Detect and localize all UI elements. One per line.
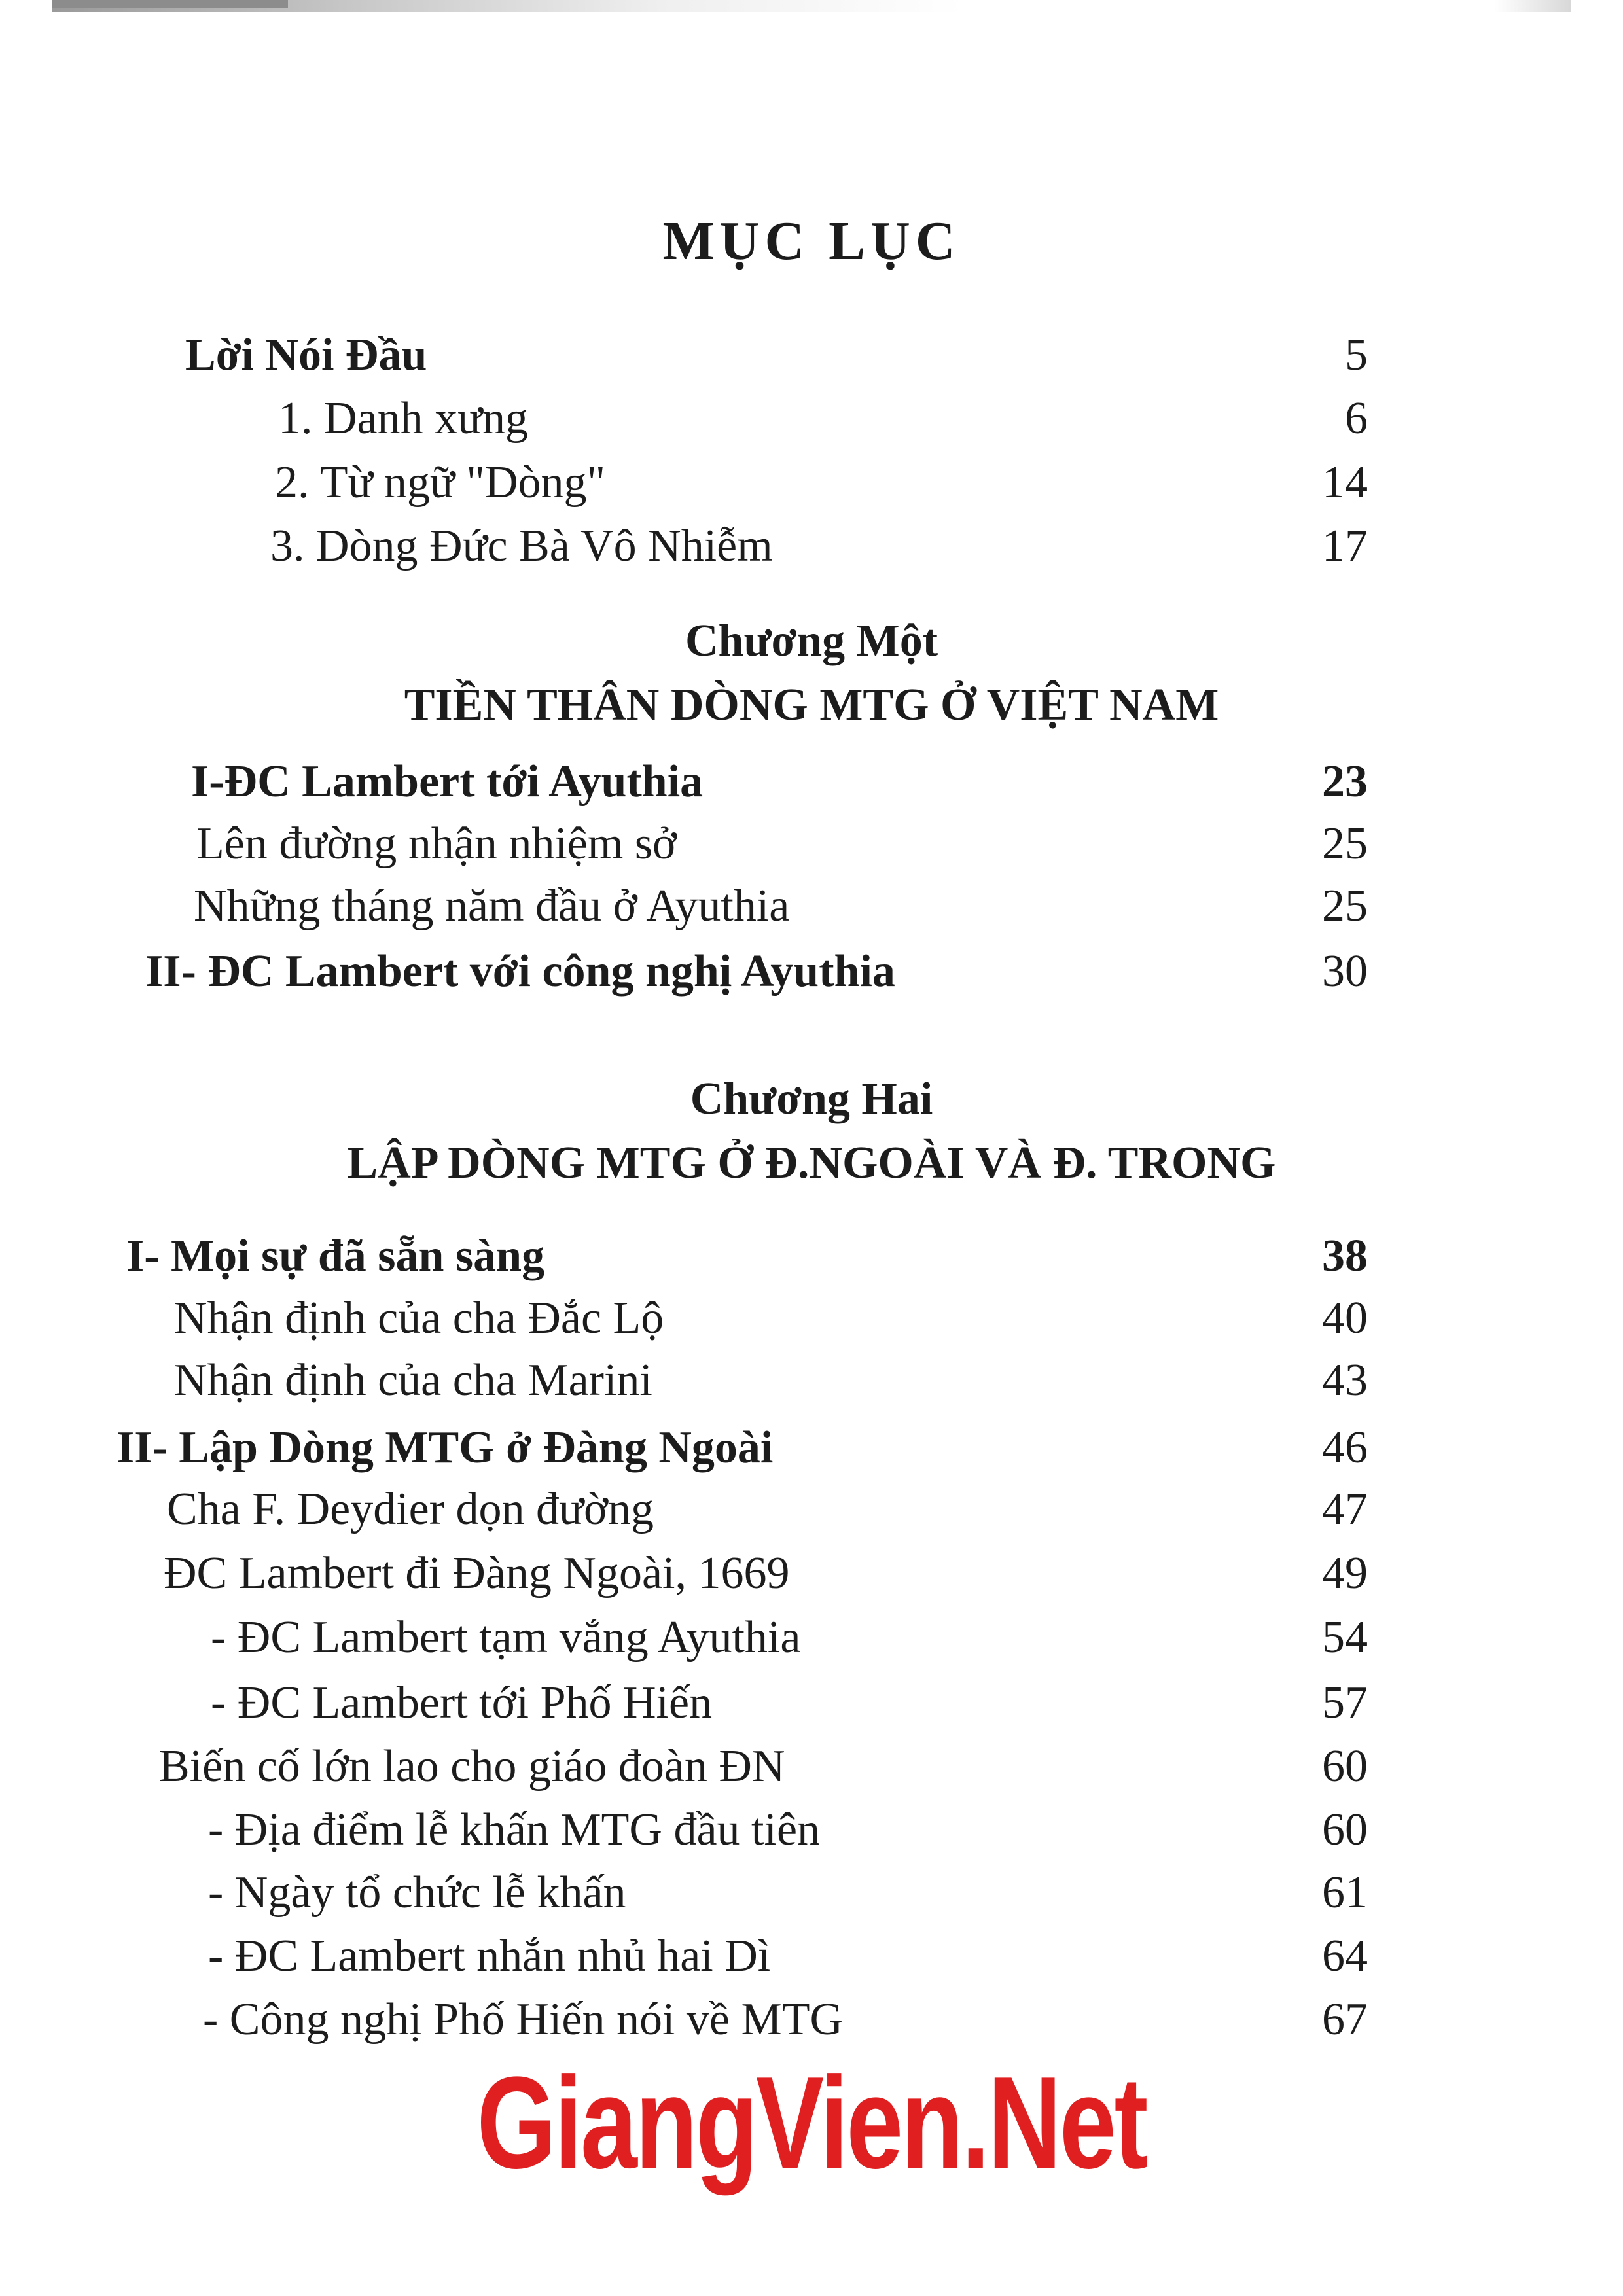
toc-entry-label: 2. Từ ngữ "Dòng" xyxy=(275,457,606,508)
toc-page-number: 23 xyxy=(1322,756,1368,807)
toc-entry-label: ĐC Lambert đi Đàng Ngoài, 1669 xyxy=(164,1548,790,1598)
toc-entry[interactable] xyxy=(208,1801,820,1860)
chapter-title: LẬP DÒNG MTG Ở Đ.NGOÀI VÀ Đ. TRONG xyxy=(347,1138,1276,1188)
toc-page-number: 64 xyxy=(1322,1931,1368,1981)
toc-entry-label: I-ĐC Lambert tới Ayuthia xyxy=(191,756,704,807)
toc-entry[interactable] xyxy=(270,517,773,576)
toc-page-number: 67 xyxy=(1322,1994,1368,2045)
toc-page-number: 6 xyxy=(1345,393,1368,444)
toc-entry-label: - ĐC Lambert tới Phố Hiến xyxy=(211,1678,713,1728)
toc-page-number: 49 xyxy=(1322,1548,1368,1598)
chapter-title: TIỀN THÂN DÒNG MTG Ở VIỆT NAM xyxy=(404,680,1219,730)
toc-entry[interactable] xyxy=(208,1863,626,1922)
toc-entry-label: - Ngày tổ chức lễ khấn xyxy=(208,1867,626,1918)
toc-entry-section[interactable] xyxy=(116,1419,773,1477)
toc-entry-label: - ĐC Lambert tạm vắng Ayuthia xyxy=(211,1612,801,1663)
toc-entry-label: Biến cố lớn lao cho giáo đoàn ĐN xyxy=(159,1741,785,1792)
toc-entry-label: 1. Danh xưng xyxy=(278,393,529,444)
toc-entry[interactable] xyxy=(194,877,789,936)
toc-entry-section[interactable] xyxy=(126,1227,544,1286)
toc-page-number: 38 xyxy=(1322,1231,1368,1281)
toc-entry-label: Nhận định của cha Đắc Lộ xyxy=(174,1293,664,1343)
toc-entry[interactable] xyxy=(164,1544,789,1603)
toc-entry-label: I- Mọi sự đã sẵn sàng xyxy=(126,1231,545,1281)
toc-entry-label: 3. Dòng Đức Bà Vô Nhiễm xyxy=(270,521,773,571)
toc-entry-label: II- ĐC Lambert với công nghị Ayuthia xyxy=(145,946,895,997)
toc-entry-label: Lời Nói Đầu xyxy=(185,330,427,380)
toc-entry-label: - Địa điểm lễ khấn MTG đầu tiên xyxy=(208,1805,821,1855)
page-title: MỤC LỤC xyxy=(662,211,961,272)
toc-entry-label: Những tháng năm đầu ở Ayuthia xyxy=(194,881,790,931)
toc-page-number: 30 xyxy=(1322,946,1368,997)
toc-entry-label: Nhận định của cha Marini xyxy=(174,1355,652,1405)
chapter-heading: Chương Một xyxy=(685,616,938,666)
toc-entry[interactable] xyxy=(208,1927,770,1986)
toc-entry[interactable] xyxy=(203,1990,843,2049)
toc-entry-label: - Công nghị Phố Hiến nói về MTG xyxy=(203,1994,844,2045)
toc-page-number: 60 xyxy=(1322,1805,1368,1855)
toc-page-number: 54 xyxy=(1322,1612,1368,1663)
toc-entry-section[interactable] xyxy=(145,942,895,1001)
toc-page-number: 60 xyxy=(1322,1741,1368,1792)
chapter-heading: Chương Hai xyxy=(690,1074,933,1124)
toc-page-number: 43 xyxy=(1322,1355,1368,1405)
toc-entry[interactable] xyxy=(211,1608,800,1667)
scan-edge-strip xyxy=(52,0,1571,12)
toc-page-number: 40 xyxy=(1322,1293,1368,1343)
toc-page-number: 46 xyxy=(1322,1422,1368,1473)
toc-entry-label: - ĐC Lambert nhắn nhủ hai Dì xyxy=(208,1931,771,1981)
toc-page-number: 5 xyxy=(1345,330,1368,380)
toc-page-number: 47 xyxy=(1322,1484,1368,1534)
watermark: GiangVien.Net xyxy=(476,2050,1147,2196)
toc-entry[interactable] xyxy=(211,1674,712,1733)
toc-entry[interactable] xyxy=(174,1289,664,1348)
toc-page-number: 25 xyxy=(1322,819,1368,869)
toc-entry-label: II- Lập Dòng MTG ở Đàng Ngoài xyxy=(116,1422,774,1473)
toc-page-number: 25 xyxy=(1322,881,1368,931)
toc-page-number: 61 xyxy=(1322,1867,1368,1918)
toc-entry[interactable] xyxy=(278,389,528,448)
toc-entry-preface[interactable] xyxy=(185,326,427,385)
toc-page-number: 17 xyxy=(1322,521,1368,571)
toc-entry-label: Cha F. Deydier dọn đường xyxy=(167,1484,654,1534)
toc-entry[interactable] xyxy=(159,1737,785,1796)
toc-entry[interactable] xyxy=(167,1480,654,1539)
toc-entry-label: Lên đường nhận nhiệm sở xyxy=(196,819,677,869)
toc-entry[interactable] xyxy=(275,453,605,512)
toc-entry[interactable] xyxy=(174,1351,652,1410)
toc-entry[interactable] xyxy=(196,815,677,874)
toc-page-number: 57 xyxy=(1322,1678,1368,1728)
toc-page-number: 14 xyxy=(1322,457,1368,508)
toc-entry-section[interactable] xyxy=(191,752,703,811)
